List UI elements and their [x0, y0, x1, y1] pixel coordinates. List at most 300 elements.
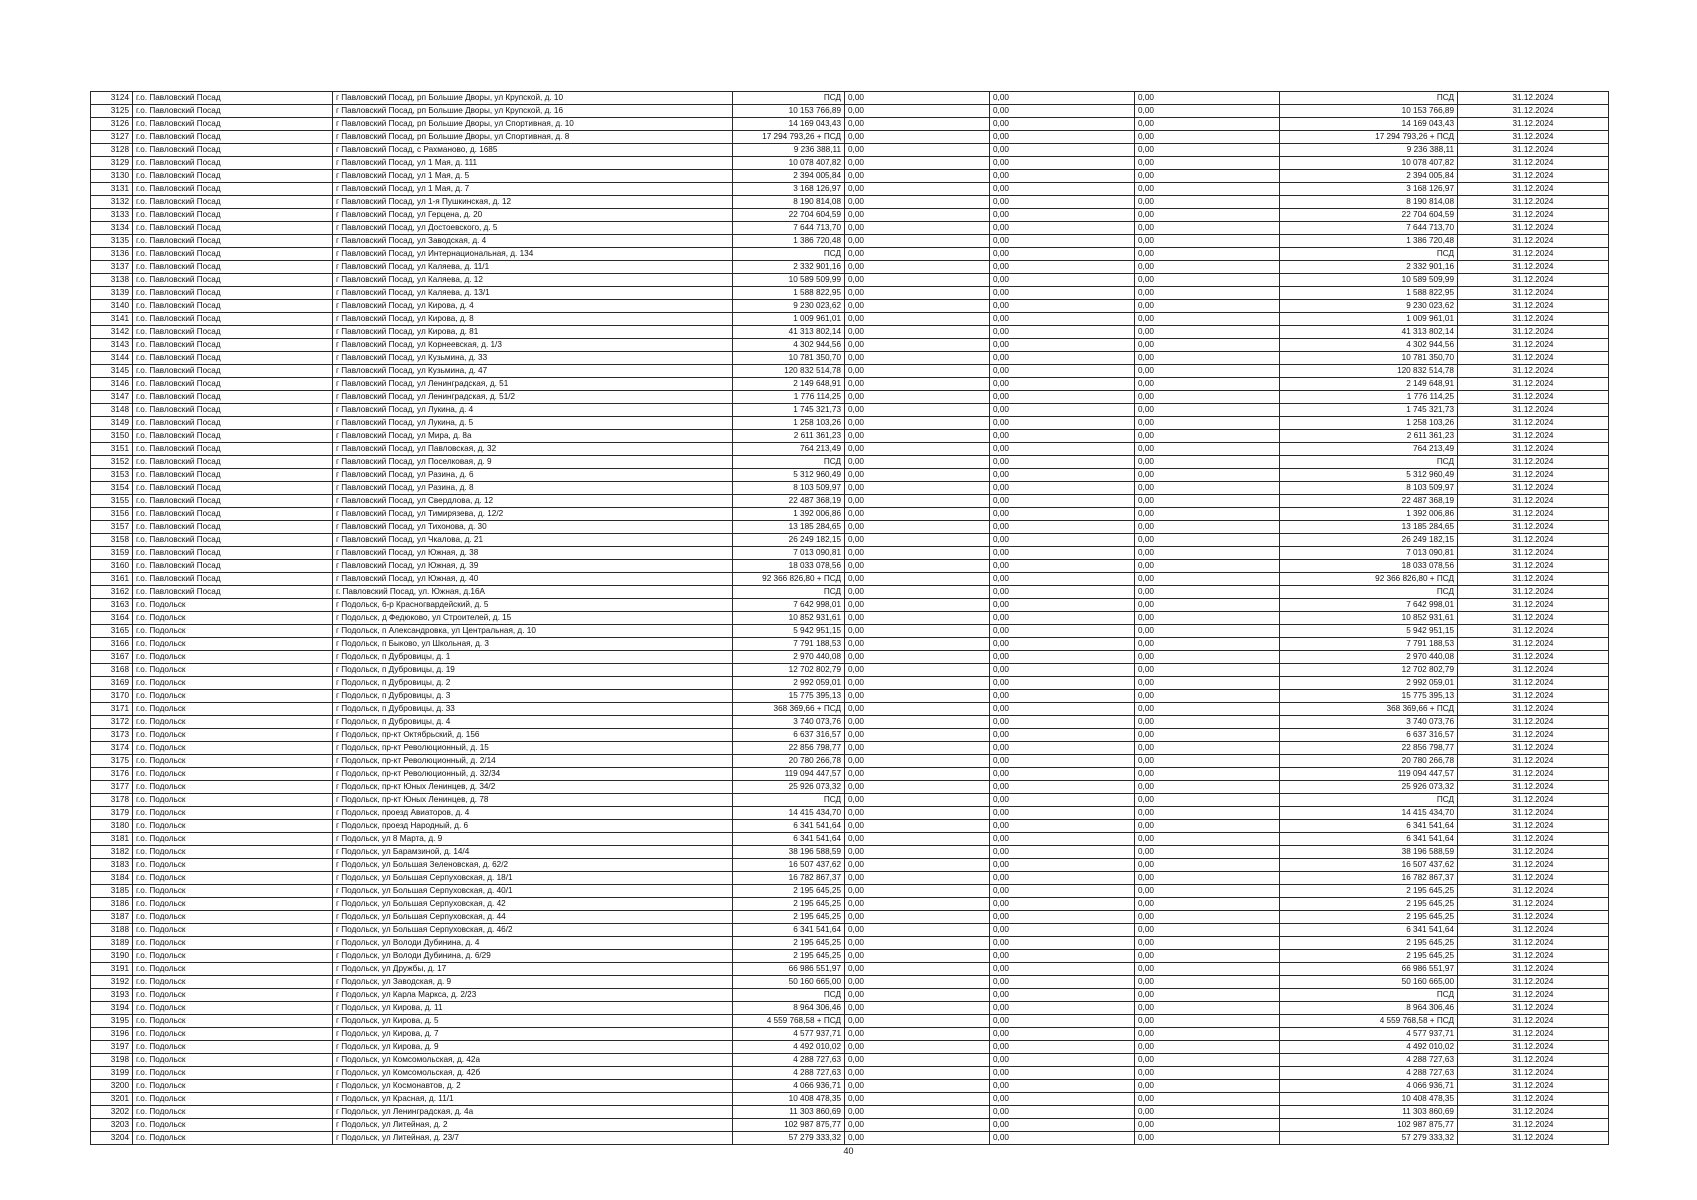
total-cell: 3 740 073,76 — [1280, 716, 1458, 729]
municipality-cell: г.о. Павловский Посад — [133, 586, 333, 599]
row-number-cell: 3175 — [91, 755, 133, 768]
amount-2025-cell: 0,00 — [845, 1106, 990, 1119]
amount-2025-cell: 0,00 — [845, 846, 990, 859]
amount-2025-cell: 0,00 — [845, 690, 990, 703]
address-cell: г Павловский Посад, ул Лукина, д. 5 — [333, 417, 733, 430]
row-number-cell: 3190 — [91, 950, 133, 963]
cost-cell: 6 637 316,57 — [733, 729, 845, 742]
amount-2026-cell: 0,00 — [990, 885, 1135, 898]
total-cell: 12 702 802,79 — [1280, 664, 1458, 677]
total-cell: 25 926 073,32 — [1280, 781, 1458, 794]
amount-2026-cell: 0,00 — [990, 170, 1135, 183]
cost-cell: 9 230 023,62 — [733, 300, 845, 313]
amount-2025-cell: 0,00 — [845, 976, 990, 989]
total-cell: 3 168 126,97 — [1280, 183, 1458, 196]
row-number-cell: 3143 — [91, 339, 133, 352]
amount-2027-cell: 0,00 — [1135, 976, 1280, 989]
amount-2026-cell: 0,00 — [990, 664, 1135, 677]
total-cell: 22 856 798,77 — [1280, 742, 1458, 755]
amount-2026-cell: 0,00 — [990, 339, 1135, 352]
deadline-cell: 31.12.2024 — [1458, 729, 1609, 742]
table-row — [91, 248, 1609, 261]
municipality-cell: г.о. Подольск — [133, 885, 333, 898]
amount-2025-cell: 0,00 — [845, 521, 990, 534]
address-cell: г Павловский Посад, ул Каляева, д. 11/1 — [333, 261, 733, 274]
amount-2025-cell: 0,00 — [845, 885, 990, 898]
deadline-cell: 31.12.2024 — [1458, 1093, 1609, 1106]
municipality-cell: г.о. Подольск — [133, 794, 333, 807]
amount-2026-cell: 0,00 — [990, 651, 1135, 664]
row-number-cell: 3168 — [91, 664, 133, 677]
amount-2026-cell: 0,00 — [990, 833, 1135, 846]
amount-2027-cell: 0,00 — [1135, 651, 1280, 664]
amount-2027-cell: 0,00 — [1135, 443, 1280, 456]
total-cell: 102 987 875,77 — [1280, 1119, 1458, 1132]
municipality-cell: г.о. Павловский Посад — [133, 469, 333, 482]
deadline-cell: 31.12.2024 — [1458, 144, 1609, 157]
amount-2025-cell: 0,00 — [845, 859, 990, 872]
total-cell: 7 013 090,81 — [1280, 547, 1458, 560]
cost-cell: 66 986 551,97 — [733, 963, 845, 976]
table-row — [91, 872, 1609, 885]
amount-2027-cell: 0,00 — [1135, 430, 1280, 443]
cost-cell: 10 852 931,61 — [733, 612, 845, 625]
municipality-cell: г.о. Павловский Посад — [133, 352, 333, 365]
total-cell: 1 588 822,95 — [1280, 287, 1458, 300]
table-row — [91, 1106, 1609, 1119]
deadline-cell: 31.12.2024 — [1458, 573, 1609, 586]
amount-2026-cell: 0,00 — [990, 417, 1135, 430]
address-cell: г Подольск, ул Комсомольская, д. 42б — [333, 1067, 733, 1080]
deadline-cell: 31.12.2024 — [1458, 417, 1609, 430]
total-cell: ПСД — [1280, 248, 1458, 261]
amount-2025-cell: 0,00 — [845, 404, 990, 417]
cost-cell: 1 386 720,48 — [733, 235, 845, 248]
register-table — [90, 91, 1609, 1145]
deadline-cell: 31.12.2024 — [1458, 430, 1609, 443]
deadline-cell: 31.12.2024 — [1458, 976, 1609, 989]
cost-cell: 92 366 826,80 + ПСД — [733, 573, 845, 586]
amount-2025-cell: 0,00 — [845, 560, 990, 573]
total-cell: 2 611 361,23 — [1280, 430, 1458, 443]
deadline-cell: 31.12.2024 — [1458, 521, 1609, 534]
amount-2027-cell: 0,00 — [1135, 560, 1280, 573]
municipality-cell: г.о. Подольск — [133, 781, 333, 794]
total-cell: ПСД — [1280, 92, 1458, 105]
municipality-cell: г.о. Подольск — [133, 1028, 333, 1041]
table-row — [91, 963, 1609, 976]
table-row — [91, 950, 1609, 963]
total-cell: ПСД — [1280, 586, 1458, 599]
amount-2025-cell: 0,00 — [845, 339, 990, 352]
municipality-cell: г.о. Павловский Посад — [133, 196, 333, 209]
address-cell: г Подольск, ул Ленинградская, д. 4а — [333, 1106, 733, 1119]
deadline-cell: 31.12.2024 — [1458, 105, 1609, 118]
municipality-cell: г.о. Павловский Посад — [133, 313, 333, 326]
cost-cell: 10 408 478,35 — [733, 1093, 845, 1106]
amount-2027-cell: 0,00 — [1135, 417, 1280, 430]
table-row — [91, 573, 1609, 586]
amount-2026-cell: 0,00 — [990, 261, 1135, 274]
amount-2025-cell: 0,00 — [845, 248, 990, 261]
amount-2025-cell: 0,00 — [845, 131, 990, 144]
deadline-cell: 31.12.2024 — [1458, 92, 1609, 105]
address-cell: г Павловский Посад, ул Интернациональная, д. 134 — [333, 248, 733, 261]
cost-cell: 13 185 284,65 — [733, 521, 845, 534]
table-row — [91, 1002, 1609, 1015]
row-number-cell: 3126 — [91, 118, 133, 131]
municipality-cell: г.о. Подольск — [133, 1015, 333, 1028]
table-row — [91, 846, 1609, 859]
cost-cell: ПСД — [733, 989, 845, 1002]
row-number-cell: 3170 — [91, 690, 133, 703]
deadline-cell: 31.12.2024 — [1458, 742, 1609, 755]
deadline-cell: 31.12.2024 — [1458, 820, 1609, 833]
row-number-cell: 3197 — [91, 1041, 133, 1054]
amount-2026-cell: 0,00 — [990, 924, 1135, 937]
cost-cell: 7 791 188,53 — [733, 638, 845, 651]
amount-2025-cell: 0,00 — [845, 937, 990, 950]
table-row — [91, 196, 1609, 209]
deadline-cell: 31.12.2024 — [1458, 560, 1609, 573]
cost-cell: 2 332 901,16 — [733, 261, 845, 274]
address-cell: г Подольск, пр-кт Юных Ленинцев, д. 34/2 — [333, 781, 733, 794]
deadline-cell: 31.12.2024 — [1458, 781, 1609, 794]
address-cell: г Павловский Посад, ул Разина, д. 8 — [333, 482, 733, 495]
total-cell: 38 196 588,59 — [1280, 846, 1458, 859]
row-number-cell: 3147 — [91, 391, 133, 404]
amount-2026-cell: 0,00 — [990, 1080, 1135, 1093]
table-row — [91, 456, 1609, 469]
row-number-cell: 3193 — [91, 989, 133, 1002]
amount-2025-cell: 0,00 — [845, 118, 990, 131]
amount-2027-cell: 0,00 — [1135, 924, 1280, 937]
table-row — [91, 404, 1609, 417]
amount-2026-cell: 0,00 — [990, 872, 1135, 885]
total-cell: 10 153 766,89 — [1280, 105, 1458, 118]
address-cell: г Павловский Посад, ул Герцена, д. 20 — [333, 209, 733, 222]
total-cell: 119 094 447,57 — [1280, 768, 1458, 781]
amount-2026-cell: 0,00 — [990, 963, 1135, 976]
cost-cell: 16 507 437,62 — [733, 859, 845, 872]
address-cell: г Подольск, ул Большая Серпуховская, д. 42 — [333, 898, 733, 911]
municipality-cell: г.о. Павловский Посад — [133, 144, 333, 157]
total-cell: 4 288 727,63 — [1280, 1054, 1458, 1067]
deadline-cell: 31.12.2024 — [1458, 131, 1609, 144]
amount-2027-cell: 0,00 — [1135, 781, 1280, 794]
amount-2026-cell: 0,00 — [990, 1041, 1135, 1054]
row-number-cell: 3130 — [91, 170, 133, 183]
deadline-cell: 31.12.2024 — [1458, 664, 1609, 677]
total-cell: 4 302 944,56 — [1280, 339, 1458, 352]
amount-2027-cell: 0,00 — [1135, 105, 1280, 118]
row-number-cell: 3134 — [91, 222, 133, 235]
row-number-cell: 3132 — [91, 196, 133, 209]
table-row — [91, 547, 1609, 560]
page-number: 40 — [843, 1146, 854, 1156]
amount-2025-cell: 0,00 — [845, 586, 990, 599]
address-cell: г Подольск, п Быково, ул Школьная, д. 3 — [333, 638, 733, 651]
table-row — [91, 781, 1609, 794]
municipality-cell: г.о. Павловский Посад — [133, 378, 333, 391]
amount-2026-cell: 0,00 — [990, 352, 1135, 365]
amount-2025-cell: 0,00 — [845, 638, 990, 651]
cost-cell: 20 780 266,78 — [733, 755, 845, 768]
amount-2026-cell: 0,00 — [990, 859, 1135, 872]
table-row — [91, 1028, 1609, 1041]
deadline-cell: 31.12.2024 — [1458, 404, 1609, 417]
amount-2025-cell: 0,00 — [845, 1067, 990, 1080]
amount-2027-cell: 0,00 — [1135, 404, 1280, 417]
amount-2027-cell: 0,00 — [1135, 170, 1280, 183]
amount-2026-cell: 0,00 — [990, 742, 1135, 755]
deadline-cell: 31.12.2024 — [1458, 937, 1609, 950]
row-number-cell: 3150 — [91, 430, 133, 443]
cost-cell: ПСД — [733, 586, 845, 599]
amount-2025-cell: 0,00 — [845, 1132, 990, 1145]
total-cell: 22 704 604,59 — [1280, 209, 1458, 222]
municipality-cell: г.о. Подольск — [133, 690, 333, 703]
amount-2026-cell: 0,00 — [990, 560, 1135, 573]
amount-2025-cell: 0,00 — [845, 209, 990, 222]
cost-cell: 2 611 361,23 — [733, 430, 845, 443]
table-row — [91, 352, 1609, 365]
amount-2025-cell: 0,00 — [845, 1002, 990, 1015]
total-cell: 7 644 713,70 — [1280, 222, 1458, 235]
row-number-cell: 3142 — [91, 326, 133, 339]
amount-2026-cell: 0,00 — [990, 274, 1135, 287]
deadline-cell: 31.12.2024 — [1458, 963, 1609, 976]
total-cell: 10 852 931,61 — [1280, 612, 1458, 625]
total-cell: 13 185 284,65 — [1280, 521, 1458, 534]
amount-2026-cell: 0,00 — [990, 430, 1135, 443]
row-number-cell: 3131 — [91, 183, 133, 196]
cost-cell: 2 195 645,25 — [733, 898, 845, 911]
table-row — [91, 807, 1609, 820]
municipality-cell: г.о. Подольск — [133, 1093, 333, 1106]
deadline-cell: 31.12.2024 — [1458, 1106, 1609, 1119]
amount-2026-cell: 0,00 — [990, 729, 1135, 742]
amount-2026-cell: 0,00 — [990, 300, 1135, 313]
cost-cell: 1 588 822,95 — [733, 287, 845, 300]
row-number-cell: 3165 — [91, 625, 133, 638]
table-row — [91, 378, 1609, 391]
amount-2027-cell: 0,00 — [1135, 313, 1280, 326]
table-row — [91, 495, 1609, 508]
total-cell: 2 332 901,16 — [1280, 261, 1458, 274]
amount-2027-cell: 0,00 — [1135, 716, 1280, 729]
amount-2026-cell: 0,00 — [990, 937, 1135, 950]
row-number-cell: 3139 — [91, 287, 133, 300]
municipality-cell: г.о. Павловский Посад — [133, 573, 333, 586]
row-number-cell: 3166 — [91, 638, 133, 651]
address-cell: г Павловский Посад, ул Южная, д. 40 — [333, 573, 733, 586]
amount-2025-cell: 0,00 — [845, 105, 990, 118]
address-cell: г Павловский Посад, ул 1 Мая, д. 111 — [333, 157, 733, 170]
amount-2027-cell: 0,00 — [1135, 456, 1280, 469]
amount-2025-cell: 0,00 — [845, 300, 990, 313]
amount-2027-cell: 0,00 — [1135, 1132, 1280, 1145]
address-cell: г Подольск, ул Володи Дубинина, д. 6/29 — [333, 950, 733, 963]
municipality-cell: г.о. Подольск — [133, 807, 333, 820]
deadline-cell: 31.12.2024 — [1458, 638, 1609, 651]
cost-cell: 2 195 645,25 — [733, 937, 845, 950]
deadline-cell: 31.12.2024 — [1458, 534, 1609, 547]
amount-2025-cell: 0,00 — [845, 833, 990, 846]
address-cell: г Подольск, п Дубровицы, д. 19 — [333, 664, 733, 677]
table-row — [91, 508, 1609, 521]
municipality-cell: г.о. Подольск — [133, 1054, 333, 1067]
total-cell: 14 415 434,70 — [1280, 807, 1458, 820]
amount-2026-cell: 0,00 — [990, 768, 1135, 781]
amount-2025-cell: 0,00 — [845, 755, 990, 768]
amount-2026-cell: 0,00 — [990, 508, 1135, 521]
amount-2025-cell: 0,00 — [845, 898, 990, 911]
cost-cell: 2 394 005,84 — [733, 170, 845, 183]
amount-2026-cell: 0,00 — [990, 209, 1135, 222]
row-number-cell: 3185 — [91, 885, 133, 898]
table-row — [91, 924, 1609, 937]
municipality-cell: г.о. Подольск — [133, 1041, 333, 1054]
row-number-cell: 3182 — [91, 846, 133, 859]
total-cell: 2 149 648,91 — [1280, 378, 1458, 391]
amount-2026-cell: 0,00 — [990, 326, 1135, 339]
total-cell: 16 507 437,62 — [1280, 859, 1458, 872]
cost-cell: 6 341 541,64 — [733, 820, 845, 833]
deadline-cell: 31.12.2024 — [1458, 1041, 1609, 1054]
total-cell: 10 408 478,35 — [1280, 1093, 1458, 1106]
municipality-cell: г.о. Павловский Посад — [133, 391, 333, 404]
total-cell: 50 160 665,00 — [1280, 976, 1458, 989]
municipality-cell: г.о. Подольск — [133, 716, 333, 729]
amount-2025-cell: 0,00 — [845, 508, 990, 521]
deadline-cell: 31.12.2024 — [1458, 365, 1609, 378]
row-number-cell: 3152 — [91, 456, 133, 469]
amount-2025-cell: 0,00 — [845, 261, 990, 274]
amount-2027-cell: 0,00 — [1135, 391, 1280, 404]
table-row — [91, 326, 1609, 339]
amount-2027-cell: 0,00 — [1135, 872, 1280, 885]
amount-2027-cell: 0,00 — [1135, 222, 1280, 235]
amount-2025-cell: 0,00 — [845, 365, 990, 378]
address-cell: г Подольск, ул Кирова, д. 11 — [333, 1002, 733, 1015]
amount-2026-cell: 0,00 — [990, 846, 1135, 859]
address-cell: г Павловский Посад, ул Чкалова, д. 21 — [333, 534, 733, 547]
municipality-cell: г.о. Подольск — [133, 677, 333, 690]
amount-2027-cell: 0,00 — [1135, 742, 1280, 755]
amount-2026-cell: 0,00 — [990, 482, 1135, 495]
cost-cell: 3 740 073,76 — [733, 716, 845, 729]
table-row — [91, 313, 1609, 326]
amount-2027-cell: 0,00 — [1135, 248, 1280, 261]
address-cell: г Павловский Посад, ул Каляева, д. 13/1 — [333, 287, 733, 300]
cost-cell: 8 103 509,97 — [733, 482, 845, 495]
cost-cell: ПСД — [733, 248, 845, 261]
amount-2025-cell: 0,00 — [845, 742, 990, 755]
deadline-cell: 31.12.2024 — [1458, 248, 1609, 261]
cost-cell: 22 856 798,77 — [733, 742, 845, 755]
cost-cell: 38 196 588,59 — [733, 846, 845, 859]
deadline-cell: 31.12.2024 — [1458, 391, 1609, 404]
cost-cell: ПСД — [733, 456, 845, 469]
table-row — [91, 391, 1609, 404]
cost-cell: 26 249 182,15 — [733, 534, 845, 547]
total-cell: 20 780 266,78 — [1280, 755, 1458, 768]
table-row — [91, 118, 1609, 131]
row-number-cell: 3164 — [91, 612, 133, 625]
deadline-cell: 31.12.2024 — [1458, 807, 1609, 820]
deadline-cell: 31.12.2024 — [1458, 339, 1609, 352]
table-row — [91, 521, 1609, 534]
address-cell: г Павловский Посад, ул Заводская, д. 4 — [333, 235, 733, 248]
cost-cell: 2 970 440,08 — [733, 651, 845, 664]
table-row — [91, 638, 1609, 651]
amount-2027-cell: 0,00 — [1135, 1119, 1280, 1132]
amount-2027-cell: 0,00 — [1135, 300, 1280, 313]
address-cell: г Павловский Посад, рп Большие Дворы, ул Спортивная, д. 10 — [333, 118, 733, 131]
total-cell: 2 195 645,25 — [1280, 937, 1458, 950]
table-row — [91, 742, 1609, 755]
total-cell: 4 066 936,71 — [1280, 1080, 1458, 1093]
table-row — [91, 287, 1609, 300]
address-cell: г Павловский Посад, ул Достоевского, д. 5 — [333, 222, 733, 235]
amount-2025-cell: 0,00 — [845, 92, 990, 105]
address-cell: г Подольск, ул Большая Серпуховская, д. 40/1 — [333, 885, 733, 898]
table-row — [91, 1080, 1609, 1093]
municipality-cell: г.о. Павловский Посад — [133, 157, 333, 170]
total-cell: 6 341 541,64 — [1280, 833, 1458, 846]
address-cell: г Подольск, ул Комсомольская, д. 42а — [333, 1054, 733, 1067]
cost-cell: 4 492 010,02 — [733, 1041, 845, 1054]
deadline-cell: 31.12.2024 — [1458, 859, 1609, 872]
amount-2026-cell: 0,00 — [990, 404, 1135, 417]
deadline-cell: 31.12.2024 — [1458, 950, 1609, 963]
amount-2025-cell: 0,00 — [845, 911, 990, 924]
municipality-cell: г.о. Подольск — [133, 599, 333, 612]
cost-cell: 5 312 960,49 — [733, 469, 845, 482]
amount-2027-cell: 0,00 — [1135, 521, 1280, 534]
address-cell: г Подольск, ул 8 Марта, д. 9 — [333, 833, 733, 846]
amount-2027-cell: 0,00 — [1135, 183, 1280, 196]
table-row — [91, 209, 1609, 222]
municipality-cell: г.о. Павловский Посад — [133, 547, 333, 560]
deadline-cell: 31.12.2024 — [1458, 378, 1609, 391]
amount-2026-cell: 0,00 — [990, 1106, 1135, 1119]
row-number-cell: 3199 — [91, 1067, 133, 1080]
amount-2025-cell: 0,00 — [845, 1015, 990, 1028]
amount-2026-cell: 0,00 — [990, 755, 1135, 768]
amount-2027-cell: 0,00 — [1135, 807, 1280, 820]
municipality-cell: г.о. Павловский Посад — [133, 521, 333, 534]
amount-2025-cell: 0,00 — [845, 716, 990, 729]
amount-2027-cell: 0,00 — [1135, 885, 1280, 898]
deadline-cell: 31.12.2024 — [1458, 183, 1609, 196]
amount-2025-cell: 0,00 — [845, 1054, 990, 1067]
amount-2027-cell: 0,00 — [1135, 833, 1280, 846]
amount-2026-cell: 0,00 — [990, 1028, 1135, 1041]
deadline-cell: 31.12.2024 — [1458, 118, 1609, 131]
cost-cell: 4 288 727,63 — [733, 1054, 845, 1067]
deadline-cell: 31.12.2024 — [1458, 716, 1609, 729]
address-cell: г Павловский Посад, ул 1 Мая, д. 5 — [333, 170, 733, 183]
amount-2027-cell: 0,00 — [1135, 534, 1280, 547]
amount-2026-cell: 0,00 — [990, 365, 1135, 378]
total-cell: 11 303 860,69 — [1280, 1106, 1458, 1119]
municipality-cell: г.о. Павловский Посад — [133, 534, 333, 547]
total-cell: 5 312 960,49 — [1280, 469, 1458, 482]
total-cell: 4 559 768,58 + ПСД — [1280, 1015, 1458, 1028]
address-cell: г Павловский Посад, ул Кузьмина, д. 33 — [333, 352, 733, 365]
